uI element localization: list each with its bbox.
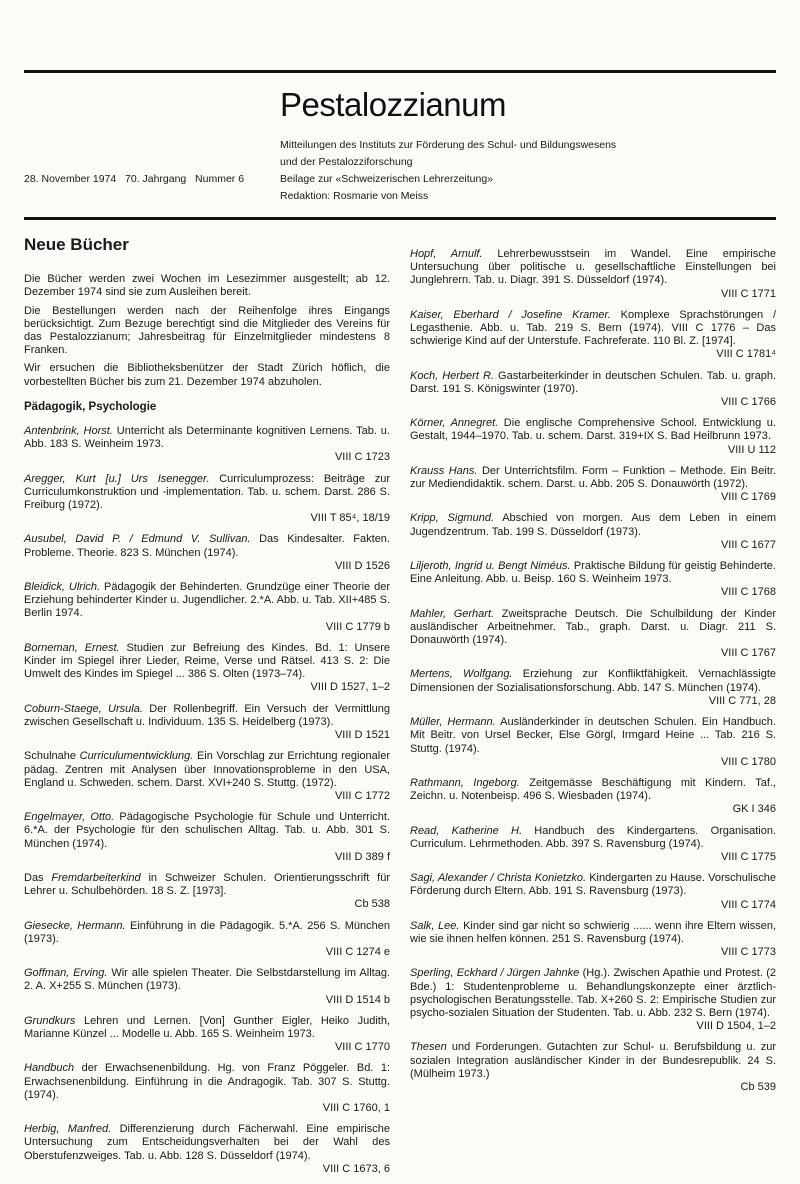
call-number: VIII C 1772 [334,789,390,802]
call-number: VIII D 1514 b [325,993,390,1006]
entry-author: Liljeroth, Ingrid u. Bengt Niméus. [410,560,571,573]
call-number: VIII C 1780 [720,755,776,768]
bibliography-entry [410,777,776,817]
bibliography-entry [24,872,390,912]
entry-text: Das Kindesalter. Fakten. Probleme. Theorie. 823 S. München (1974). [24,533,390,559]
entry-text: Differenzierung durch Fächerwahl. Eine empirische Untersuchung zum Entscheidungsverhalten bei der Wahl des Oberstufenzweiges. Tab. u. Abb. 128 S. Düsseldorf (1974). [24,1123,390,1162]
bibliography-entry [410,967,776,1033]
entry-author: Grundkurs [24,1014,76,1027]
entry-author: Salk, Lee. [410,919,460,932]
call-number: VIII T 85⁴, 18/19 [310,512,390,525]
intro-paragraph: Wir ersuchen die Bibliotheksbenützer der Stadt Zürich höflich, die vorbestellten Bücher bis zum 21. Dezember 1974 abzuholen. [24,362,390,388]
entry-text: Komplexe Sprachstörungen / Legasthenie. Abb. u. Tab. 219 S. Bern (1974). VIII C 1776 – Das schwierige Kind auf der Unterstufe. Fachreferate. 110 Bl. Z. [1974]. [410,308,777,348]
entry-author: Aregger, Kurt [u.] Urs Isenegger. [24,472,210,485]
bibliography-entry [24,1123,390,1176]
bibliography-entry [24,703,390,743]
entry-author: Sperling, Eckhard / Jürgen Jahnke [410,967,580,980]
entry-text: Praktische Bildung für geistig Behinderte. Eine Anleitung. Abb. u. Beisp. 160 S. Weinheim 1973. [410,560,776,586]
section-rule [24,217,776,220]
call-number: VIII C 1781⁴ [716,348,776,361]
bibliography-entry [410,309,776,362]
bibliography-entry [24,533,390,573]
entry-text: Handbuch des Kindergartens. Organisation. Curriculum. Lehrmethoden. Abb. 397 S. Ravensburg (1974). [410,824,776,850]
entry-author: Goffman, Erving. [24,967,108,980]
entry-author: Sagi, Alexander / Christa Konietzko. [410,872,587,885]
entry-author: Mahler, Gerhart. [410,607,495,620]
bibliography-entry [410,872,776,912]
entry-text: Kindergarten zu Hause. Vorschulische Förderung durch Eltern. Abb. 191 S. Ravensburg (1973). [410,872,776,898]
entry-author: Curriculumentwicklung. [79,750,194,763]
intro-text [24,273,390,389]
call-number: VIII C 1767 [720,647,776,660]
bibliography-entry [24,1062,390,1115]
entry-text: Die englische Comprehensive School. Entwicklung u. Gestalt, 1944–1970. Tab. u. schem. Darst. 319+IX S. Bad Heilbrunn 1973. [410,417,776,443]
call-number: VIII C 1274 e [325,945,390,958]
masthead-line-2: und der Pestalozziforschung [280,156,413,168]
entry-author: Kripp, Sigmund. [410,512,495,525]
entry-text: Der Unterrichtsfilm. Form – Funktion – Methode. Ein Beitr. zur Mediendidaktik. schem. Darst. u. Abb. 205 S. Donauwörth (1972). [410,464,776,491]
entry-text: in Schweizer Schulen. Orientierungsschrift für Lehrer u. Schulbehörden. 18 S. Z. [1973]. [24,871,390,898]
bibliography-entry [24,425,390,465]
entry-text: Abschied von morgen. Aus dem Leben in einem Jugendzentrum. Tab. 199 S. Düsseldorf (1973). [410,512,776,538]
entry-text: Erziehung zur Konfliktfähigkeit. Vernachlässigte Dimensionen der Sozialisationsforschung. Abb. 147 S. München (1974). [410,668,776,694]
entry-author: Ausubel, David P. / Edmund V. Sullivan. [24,533,251,546]
bibliography-entry [410,370,776,410]
masthead-title: Pestalozzianum [280,86,506,123]
call-number: VIII C 771, 28 [708,694,776,707]
call-number: VIII C 1779 b [325,620,390,633]
entry-prefix: Schulnahe [24,750,80,763]
entry-author: Bleidick, Ulrich. [24,581,101,594]
entry-author: Krauss Hans. [410,464,478,477]
bibliography-entry [24,473,390,526]
bibliography-entry [24,811,390,864]
entry-author: Engelmayer, Otto. [24,811,115,824]
entry-text: Pädagogik der Behinderten. Grundzüge einer Theorie der Erziehung behinderter Kinder u. Jugendlicher. 2.*A. Abb. u. Tab. XII+485 S. Berlin 1974. [24,581,390,620]
call-number: VIII C 1677 [720,538,776,551]
call-number: VIII C 1774 [720,898,776,911]
entry-author: Antenbrink, Horst. [24,425,113,438]
masthead-line-1: Mitteilungen des Instituts zur Förderung des Schul- und Bildungswesens [280,139,617,151]
call-number: VIII C 1723 [334,451,390,464]
entry-author: Borneman, Ernest. [24,641,120,654]
call-number: VIII C 1775 [720,850,776,863]
subsection-heading: Pädagogik, Psychologie [24,400,157,413]
left-column [24,230,390,1184]
entry-text: Kinder sind gar nicht so schwierig ...... wenn ihre Eltern wissen, wie sie ihnen helfen können. 251 S. Ravensburg (1974). [410,919,776,945]
intro-paragraph: Die Bücher werden zwei Wochen im Lesezimmer ausgestellt; ab 12. Dezember 1974 sind sie zum Ausleihen bereit. [24,273,390,299]
entry-text: und Forderungen. Gutachten zur Schul- u. Berufsbildung u. zur sozialen Integration ausländischer Kinder in der Bundesrepublik. 24 S. (Mülheim 1973.) [410,1041,776,1080]
section-title: Neue Bücher [24,235,129,254]
entry-text: (Hg.). Zwischen Apathie und Protest. (2 Bde.) 1: Studentenprobleme u. Behandlungskonzepte einer ärztlich-psychologischen Beratungsstelle. Tab. X+260 S. 2: Empirische Studien zur psycho-sozialen Situation der Studenten. Tab. u. Abb. 232 S. Bern (1974). [410,967,776,1019]
entry-author: Körner, Annegret. [410,417,499,430]
entry-author: Giesecke, Hermann. [24,919,126,932]
entry-author: Kaiser, Eberhard / Josefine Kramer. [410,308,611,321]
call-number: VIII C 1769 [720,491,776,504]
entry-text: Wir alle spielen Theater. Die Selbstdarstellung im Alltag. 2. A. X+255 S. München (1973). [24,967,390,993]
bibliography-entry [410,417,776,457]
bibliography-entry [24,920,390,960]
entry-text: der Erwachsenenbildung. Hg. von Franz Pöggeler. Bd. 1: Erwachsenenbildung. Einführung in die Andragogik. Tab. 307 S. Stuttg. (1974). [24,1062,390,1101]
entry-text: Der Rollenbegriff. Ein Versuch der Vermittlung zwischen Gesellschaft u. Individuum. 135 S. Heidelberg (1973). [24,702,390,728]
bibliography-entry [410,1041,776,1094]
entry-prefix: Das [24,871,52,884]
bibliography-entry [410,668,776,708]
entry-author: Fremdarbeiterkind [51,871,141,884]
call-number: VIII C 1673, 6 [322,1162,390,1175]
issue-date: 28. November 1974 70. Jahrgang Nummer 6 [24,173,245,185]
call-number: VIII U 112 [727,443,776,456]
masthead-line-4: Redaktion: Rosmarie von Meiss [280,190,429,202]
top-rule [24,70,776,73]
bibliography-entry [24,750,390,803]
left-entry-list [24,425,390,1176]
call-number: GK I 346 [732,803,776,816]
entry-text: Zeitgemässe Beschäftigung mit Kindern. Taf., Zeichn. u. Notenbeisp. 496 S. Wiesbaden (1974). [410,776,776,803]
call-number: VIII C 1766 [720,396,776,409]
call-number: VIII C 1768 [720,586,776,599]
entry-author: Hopf, Arnulf. [410,248,483,260]
bibliography-entry [24,642,390,695]
bibliography-entry [24,967,390,1007]
call-number: Cb 539 [740,1080,776,1093]
masthead-description [280,137,616,205]
masthead-line-3: Beilage zur «Schweizerischen Lehrerzeitung» [280,173,494,185]
call-number: VIII C 1760, 1 [322,1101,390,1114]
entry-text: Lehren und Lernen. [Von] Gunther Eigler, Heiko Judith, Marianne Künzel ... Modelle u. Abb. 165 S. Weinheim 1973. [24,1014,390,1040]
entry-text: Studien zur Befreiung des Kindes. Bd. 1: Unsere Kinder im Spiegel ihrer Lieder, Reime, Verse und Rätsel. 413 S. 2: Die Umwelt des Kindes im Spiegel ... 386 S. Olten (1973–74). [24,641,390,681]
entry-author: Herbig, Manfred. [24,1123,112,1136]
right-column [410,230,776,1102]
call-number: VIII D 389 f [334,850,390,863]
bibliography-entry [410,248,776,301]
bibliography-entry [410,560,776,600]
bibliography-entry [410,825,776,865]
entry-author: Handbuch [24,1062,75,1075]
call-number: VIII D 1521 [334,729,390,742]
bibliography-entry [410,716,776,769]
bibliography-entry [410,608,776,661]
entry-author: Thesen [410,1041,447,1054]
bibliography-entry [24,581,390,634]
entry-author: Müller, Hermann. [410,716,496,729]
call-number: VIII D 1527, 1–2 [310,681,390,694]
entry-text: Curriculumprozess: Beiträge zur Curriculumkonstruktion und -implementation. Tab. u. schem. Darst. 286 S. Freiburg (1972). [24,472,390,512]
entry-text: Ein Vorschlag zur Errichtung regionaler pädag. Zentren mit Analysen über Innovationsprobleme in den USA, England u. Schweden. schem. Darst. XVI+240 S. Stuttg. (1972). [24,750,391,789]
entry-author: Coburn-Staege, Ursula. [24,702,143,715]
call-number: Cb 538 [354,898,390,911]
entry-text: Ausländerkinder in deutschen Schulen. Ein Handbuch. Mit Beitr. von Ursel Becker, Else Görgl, Irmgard Heine ... Tab. 216 S. Stuttg. (1974). [410,716,776,755]
entry-text: Zweitsprache Deutsch. Die Schulbildung der Kinder ausländischer Arbeitnehmer. Tab., graph. Darst. u. Diagr. 211 S. Donauwörth (1974). [410,607,776,647]
entry-author: Rathmann, Ingeborg. [410,776,520,789]
call-number: VIII C 1771 [720,287,776,300]
bibliography-entry [410,465,776,505]
intro-paragraph: Die Bestellungen werden nach der Reihenfolge ihres Eingangs berücksichtigt. Zum Bezuge berechtigt sind die Mitglieder des Vereins für das Pestalozzianum; Jahresbeitrag für Einzelmitglieder mindestens 8 Franken. [24,304,390,357]
entry-text: Unterricht als Determinante kognitiven Lernens. Tab. u. Abb. 183 S. Weinheim 1973. [24,425,390,451]
right-entry-list [410,230,776,1094]
entry-text: Lehrerbewusstsein im Wandel. Eine empirische Untersuchung über politische u. gesellschaftliche Einstellungen bei Junglehrern. Tab. u. Diagr. 391 S. Düsseldorf (1974). [410,248,776,287]
call-number: VIII C 1770 [334,1041,390,1054]
entry-author: Koch, Herbert R. [410,369,494,382]
call-number: VIII D 1504, 1–2 [696,1020,776,1033]
bibliography-entry [410,512,776,552]
entry-text: Einführung in die Pädagogik. 5.*A. 256 S. München (1973). [24,919,390,945]
bibliography-entry [24,1015,390,1055]
entry-text: Gastarbeiterkinder in deutschen Schulen. Tab. u. graph. Darst. 191 S. Königswinter (1970). [410,369,777,395]
bibliography-entry [410,920,776,960]
entry-author: Read, Katherine H. [410,824,523,837]
entry-text: Pädagogische Psychologie für Schule und Unterricht. 6.*A. der Psychologie für den schulischen Alltag. Tab. u. Abb. 301 S. München (1974). [24,811,391,850]
call-number: VIII C 1773 [720,946,776,959]
entry-author: Mertens, Wolfgang. [410,668,513,681]
call-number: VIII D 1526 [334,559,390,572]
